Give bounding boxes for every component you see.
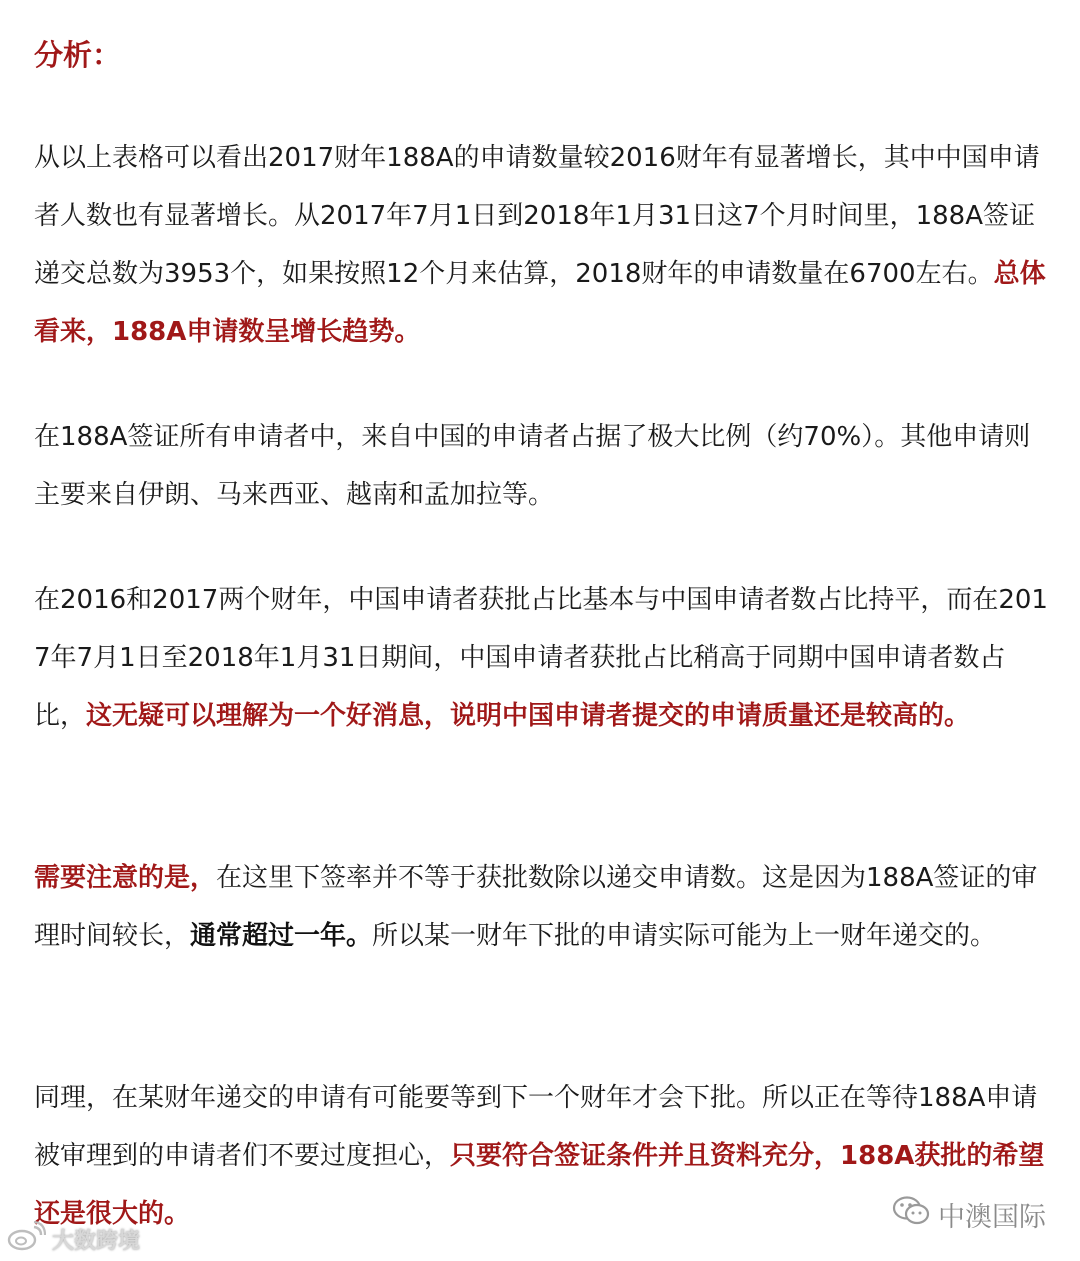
watermark-weibo <box>6 1222 140 1256</box>
paragraph-growth-text: 从以上表格可以看出2017财年188A的申请数量较2016财年有显著增长，其中中国申请者人数也有显著增长。从2017年7月1日到2018年1月31日这7个月时间里，188A签证递交总数为3953个，如果按照12个月来估算，2018财年的申请数量在6700左右。 <box>34 143 1040 289</box>
weibo-icon <box>6 1221 52 1257</box>
paragraph-approval-share-text: 在2016和2017两个财年，中国申请者获批占比基本与中国申请者数占比持平，而在2017年7月1日至2018年1月31日期间，中国申请者获批占比稍高于同期中国申请者数占比， <box>34 585 1048 731</box>
paragraph-processing-time-text-a: 在这里下签率并不等于获批数除以递交申请数。这是因为188A签证的审理时间较长， <box>34 863 1038 951</box>
analysis-heading: 分析： <box>34 38 122 72</box>
paragraph-processing-time <box>34 849 1050 965</box>
paragraph-growth-highlight: 总体看来，188A申请数呈增长趋势。 <box>34 259 1046 347</box>
paragraph-reassurance-text: 同理，在某财年递交的申请有可能要等到下一个财年才会下批。所以正在等待188A申请被审理到的申请者们不要过度担心， <box>34 1083 1038 1171</box>
paragraph-processing-time-bold: 通常超过一年。 <box>190 921 373 951</box>
watermark-wechat <box>892 1192 1046 1236</box>
paragraph-approval-share <box>34 571 1050 745</box>
wechat-icon <box>892 1195 938 1234</box>
paragraph-applicant-share-text: 在188A签证所有申请者中，来自中国的申请者占据了极大比例（约70%）。其他申请则主要来自伊朗、马来西亚、越南和孟加拉等。 <box>34 422 1031 510</box>
paragraph-applicant-share <box>34 408 1050 524</box>
paragraph-processing-time-text-b: 所以某一财年下批的申请实际可能为上一财年递交的。 <box>372 921 997 951</box>
watermark-wechat-text: 中澳国际 <box>938 1201 1046 1233</box>
paragraph-reassurance-highlight: 只要符合签证条件并且资料充分，188A获批的希望还是很大的。 <box>34 1141 1045 1229</box>
paragraph-growth <box>34 129 1050 361</box>
watermark-weibo-text: 大数跨境 <box>52 1228 141 1254</box>
paragraph-processing-time-highlight: 需要注意的是， <box>34 863 217 893</box>
paragraph-approval-share-highlight: 这无疑可以理解为一个好消息，说明中国申请者提交的申请质量还是较高的。 <box>86 701 971 731</box>
